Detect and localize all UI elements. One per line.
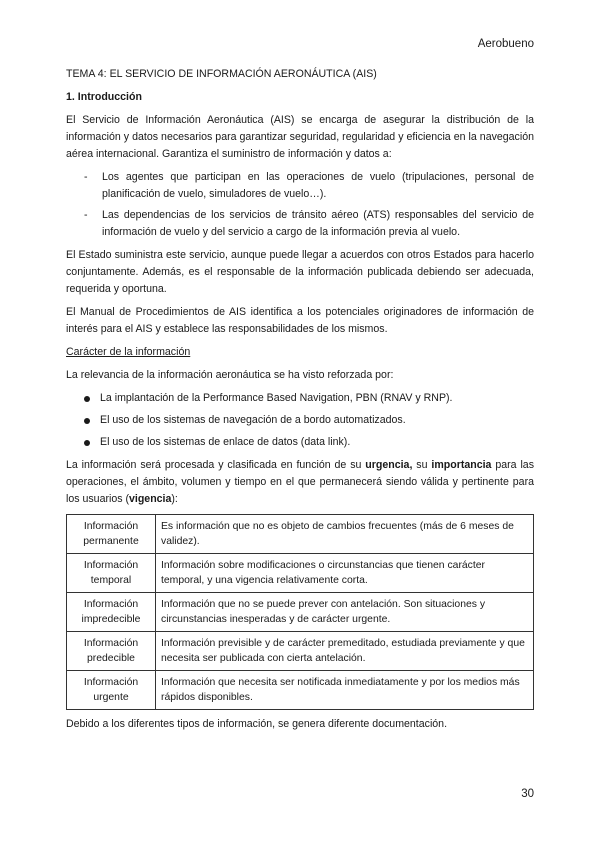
header-brand: Aerobueno [477, 38, 534, 50]
page-number: 30 [521, 788, 534, 800]
page-title: TEMA 4: EL SERVICIO DE INFORMACIÓN AERONÁUTICA (AIS) [66, 68, 377, 80]
list-item: - Las dependencias de los servicios de tránsito aéreo (ATS) responsables del servicio de información de vuelo y del servicio a cargo de la información previa al vuelo. [66, 207, 534, 241]
table-row [67, 671, 534, 710]
table-cell-description: Información que necesita ser notificada inmediatamente y por los medios más rápidos disponibles. [156, 671, 534, 710]
list-item: El uso de los sistemas de enlace de datos (data link). [66, 434, 534, 451]
table-row [67, 554, 534, 593]
table-cell-type: Información impredecible [67, 593, 156, 632]
information-types-table [66, 514, 534, 710]
table-cell-description: Información previsible y de carácter premeditado, estudiada previamente y que necesita ser publicada con cierta antelación. [156, 632, 534, 671]
closing-paragraph: Debido a los diferentes tipos de información, se genera diferente documentación. [66, 718, 448, 730]
table-row [67, 632, 534, 671]
table-row [67, 515, 534, 554]
table-cell-description: Información sobre modificaciones o circunstancias que tienen carácter temporal, y una vigencia relativamente corta. [156, 554, 534, 593]
intro-list [66, 169, 534, 241]
text-span: ): [171, 493, 178, 505]
list-item: El uso de los sistemas de navegación de a bordo automatizados. [66, 412, 534, 429]
section-heading: 1. Introducción [66, 91, 142, 103]
text-span: su [412, 459, 432, 471]
bold-term: vigencia [129, 493, 172, 505]
intro-paragraph: El Servicio de Información Aeronáutica (AIS) se encarga de asegurar la distribución de la información y datos necesarios para garantizar seguridad, regularidad y eficiencia en la navegación aérea internacional. Garantiza el suministro de información y datos a: [66, 114, 534, 160]
table-cell-description: Es información que no es objeto de cambios frecuentes (más de 6 meses de validez). [156, 515, 534, 554]
list-item: - Los agentes que participan en las operaciones de vuelo (tripulaciones, personal de planificación de vuelo, simuladores de vuelo…). [66, 169, 534, 203]
table-cell-description: Información que no se puede prever con antelación. Son situaciones y circunstancias inesperadas y de carácter urgente. [156, 593, 534, 632]
state-paragraph: El Estado suministra este servicio, aunque puede llegar a acuerdos con otros Estados para hacerlo conjuntamente. Además, es el responsable de la información publicada debiendo ser adecuada, requerida y oportuna. [66, 249, 534, 295]
table-cell-type: Información permanente [67, 515, 156, 554]
table-cell-type: Información predecible [67, 632, 156, 671]
relevance-lead: La relevancia de la información aeronáutica se ha visto reforzada por: [66, 369, 394, 381]
classification-paragraph [66, 457, 534, 508]
table-cell-type: Información urgente [67, 671, 156, 710]
table-cell-type: Información temporal [67, 554, 156, 593]
list-item: La implantación de la Performance Based Navigation, PBN (RNAV y RNP). [66, 390, 534, 407]
relevance-list [66, 390, 534, 451]
subsection-heading: Carácter de la información [66, 346, 191, 358]
bold-term: importancia [431, 459, 492, 471]
bold-term: urgencia, [365, 459, 413, 471]
manual-paragraph: El Manual de Procedimientos de AIS identifica a los potenciales originadores de información de interés para el AIS y establece las responsabilidades de los mismos. [66, 306, 534, 335]
page-content [66, 66, 534, 739]
table-row [67, 593, 534, 632]
text-span: La información será procesada y clasificada en función de su [66, 459, 366, 471]
text-span: para las operaciones, el ámbito, volumen y tiempo en el que permanecerá siendo válida y pertinente para los usuarios ( [66, 459, 534, 505]
